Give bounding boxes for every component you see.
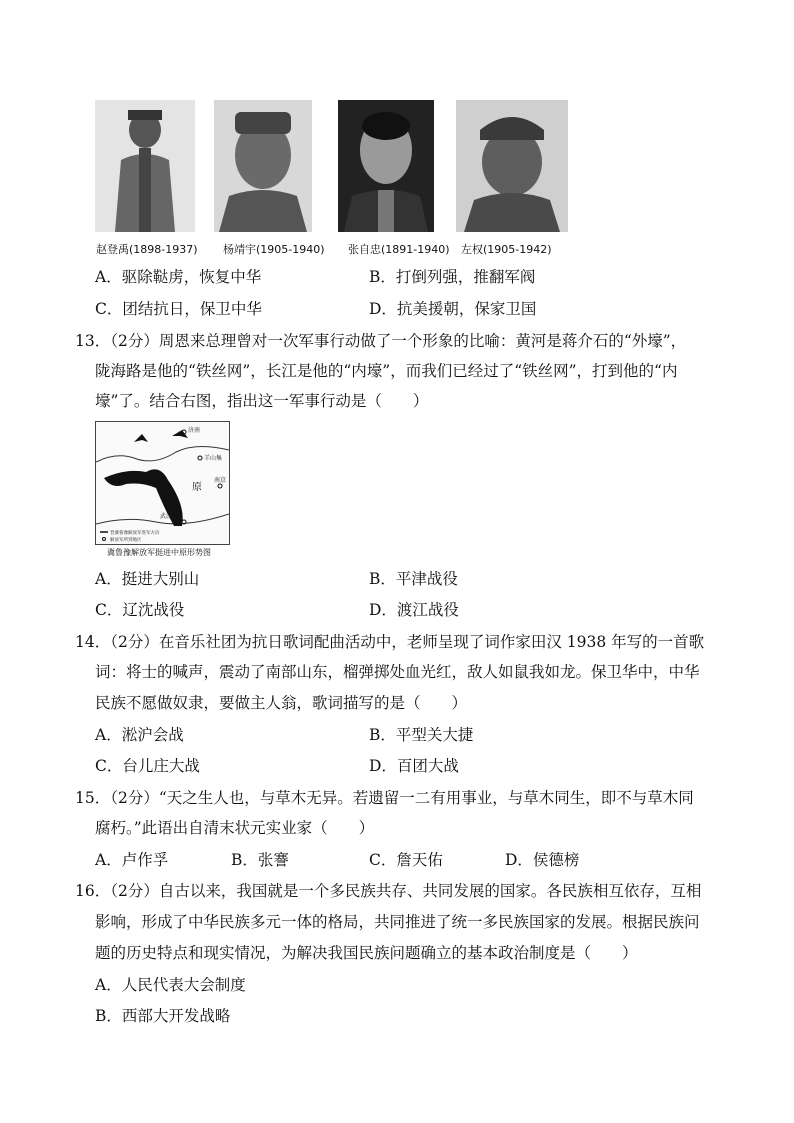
option-b[interactable]: B．平津战役	[369, 570, 458, 588]
option-c[interactable]: C．辽沈战役	[95, 601, 185, 619]
question-14-line: 民族不愿做奴隶，要做主人翁，歌词描写的是（ ）	[95, 694, 468, 712]
portrait-photo	[338, 100, 434, 232]
option-a[interactable]: A．驱除鞑虏，恢复中华	[95, 268, 262, 286]
map-legend-2: 解放军所到地区	[110, 538, 142, 543]
option-c[interactable]: C．团结抗日，保卫中华	[95, 300, 262, 318]
portrait-row	[95, 100, 575, 260]
option-b[interactable]: B．张謇	[231, 851, 289, 869]
portrait-caption: 赵登禹(1898-1937)	[96, 243, 198, 256]
map-caption: 冀鲁豫解放军挺进中原形势图	[107, 548, 211, 557]
question-14-line: 词：将士的喊声，震动了南部山东，榴弹掷处血光红，敌人如鼠我如龙。保卫华中，中华	[95, 663, 700, 681]
question-15-line: 15．（2分）“天之生人也，与草木无异。若遗留一二有用事业，与草木同生，即不与草木同	[75, 789, 694, 807]
question-16-line: 16．（2分）自古以来，我国就是一个多民族共存、共同发展的国家。各民族相互依存，互相	[75, 882, 702, 900]
question-15-line: 腐朽。”此语出自清末状元实业家（ ）	[95, 819, 375, 837]
portrait-caption: 左权(1905-1942)	[461, 243, 552, 256]
portrait-caption: 杨靖宇(1905-1940)	[223, 243, 325, 256]
option-c[interactable]: C．詹天佑	[369, 851, 443, 869]
option-a[interactable]: A．挺进大别山	[95, 570, 200, 588]
question-13-line: 陇海路是他的“铁丝网”，长江是他的“内壕”，而我们已经过了“铁丝网”，打到他的“内	[95, 362, 678, 380]
portrait-caption: 张自忠(1891-1940)	[348, 243, 450, 256]
option-a[interactable]: A．卢作孚	[95, 851, 169, 869]
central-plains-map	[95, 421, 230, 545]
map-label-jinan: 济南	[188, 427, 201, 434]
option-b[interactable]: B．打倒列强，推翻军阀	[369, 268, 536, 286]
option-d[interactable]: D．百团大战	[369, 757, 459, 775]
option-d[interactable]: D．渡江战役	[369, 601, 459, 619]
question-16-line: 题的历史特点和现实情况，为解决我国民族问题确立的基本政治制度是（ ）	[95, 944, 638, 962]
map-label-yangshan: 羊山集	[204, 455, 223, 462]
option-a[interactable]: A．淞沪会战	[95, 726, 184, 744]
option-a[interactable]: A．人民代表大会制度	[95, 976, 246, 994]
map-label-wuhan: 武汉	[160, 513, 173, 520]
map-label-zhong: 中	[146, 476, 156, 487]
portrait-photo	[214, 100, 312, 232]
map-label-nanjing: 南京	[214, 477, 227, 484]
portrait-photo	[456, 100, 568, 232]
question-14-line: 14．（2分）在音乐社团为抗日歌词配曲活动中，老师呈现了词作家田汉 1938 年写的一首歌	[75, 633, 705, 651]
option-b[interactable]: B．平型关大捷	[369, 726, 474, 744]
option-d[interactable]: D．侯德榜	[505, 851, 580, 869]
portrait-photo	[95, 100, 195, 232]
option-b[interactable]: B．西部大开发战略	[95, 1007, 231, 1025]
question-13-line: 13．（2分）周恩来总理曾对一次军事行动做了一个形象的比喻：黄河是蒋介石的“外壕”，	[75, 332, 687, 350]
question-13-line: 壕”了。结合右图，指出这一军事行动是（ ）	[95, 392, 429, 410]
option-d[interactable]: D．抗美援朝，保家卫国	[369, 300, 537, 318]
question-16-line: 影响，形成了中华民族多元一体的格局，共同推进了统一多民族国家的发展。根据民族问	[95, 913, 700, 931]
map-legend-1: 晋冀鲁豫解放军进军方向	[110, 531, 160, 536]
map-label-yuan: 原	[192, 482, 202, 493]
option-c[interactable]: C．台儿庄大战	[95, 757, 200, 775]
